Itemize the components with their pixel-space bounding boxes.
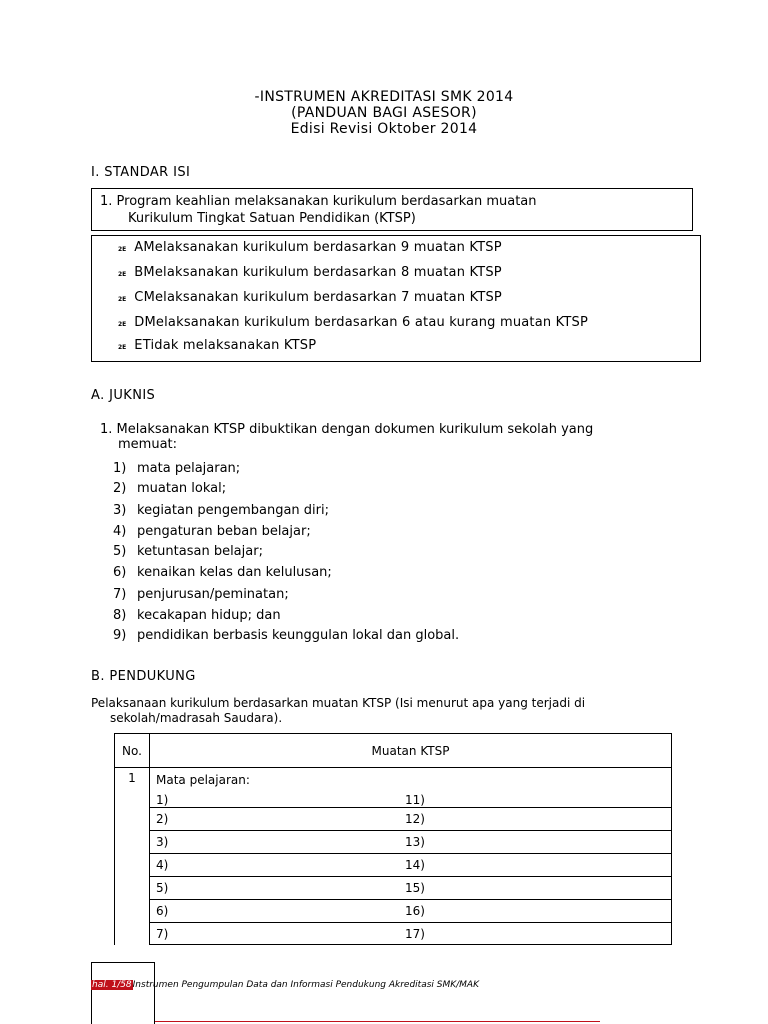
subrow <box>150 831 671 854</box>
question-line2: Kurikulum Tingkat Satuan Pendidikan (KTSP) <box>128 211 416 226</box>
juknis-item-text: pengaturan beban belajar; <box>137 524 311 539</box>
option-bullet-icon: 2E <box>118 321 127 328</box>
option-text: Melaksanakan kurikulum berdasarkan 8 muatan KTSP <box>143 265 502 280</box>
option-c <box>118 290 502 305</box>
doc-title-line2: (PANDUAN BAGI ASESOR) <box>291 105 477 121</box>
footer-red-line <box>155 1021 600 1022</box>
subrow-left-number: 2) <box>156 812 169 826</box>
subrow-left-number: 1) <box>156 793 169 807</box>
subrow-right-number: 13) <box>405 835 425 849</box>
option-text: Tidak melaksanakan KTSP <box>142 338 317 353</box>
juknis-item-number: 4) <box>113 524 127 539</box>
subrow <box>150 877 671 900</box>
subrow <box>150 900 671 923</box>
footer <box>91 972 479 991</box>
option-text: Melaksanakan kurikulum berdasarkan 7 muatan KTSP <box>143 290 502 305</box>
doc-title-line1: -INSTRUMEN AKREDITASI SMK 2014 <box>254 89 514 105</box>
section-standar-isi-heading: I. STANDAR ISI <box>91 165 191 180</box>
subrow-left-number: 5) <box>156 881 169 895</box>
subrow-right-number: 12) <box>405 812 425 826</box>
footer-top-rule <box>91 962 155 963</box>
option-letter: E <box>134 338 143 353</box>
subrow-left-number: 6) <box>156 904 169 918</box>
subrow-right-number: 15) <box>405 881 425 895</box>
juknis-item-text: kegiatan pengembangan diri; <box>137 503 329 518</box>
option-letter: A <box>134 240 144 255</box>
footer-page-badge: hal. 1/58 <box>92 980 132 990</box>
row-label: Mata pelajaran: <box>156 773 250 787</box>
juknis-item-number: 2) <box>113 481 127 496</box>
pendukung-intro-line2: sekolah/madrasah Saudara). <box>110 711 283 725</box>
juknis-item-number: 9) <box>113 628 127 643</box>
option-letter: C <box>134 290 144 305</box>
subrow <box>150 808 671 831</box>
footer-text: Instrumen Pengumpulan Data dan Informasi Pendukung Akreditasi SMK/MAK <box>132 980 479 990</box>
row-number: 1 <box>115 768 150 945</box>
subrow-left-number: 3) <box>156 835 169 849</box>
juknis-intro-line2: memuat: <box>118 437 178 452</box>
juknis-item-number: 8) <box>113 608 127 623</box>
col-no-header: No. <box>115 734 150 768</box>
option-e <box>118 338 316 353</box>
row-content <box>150 768 672 945</box>
subrow <box>150 789 671 808</box>
juknis-item-text: kecakapan hidup; dan <box>137 608 281 623</box>
option-d <box>118 315 588 330</box>
option-bullet-icon: 2E <box>118 296 127 303</box>
subrow-right-number: 17) <box>405 927 425 941</box>
juknis-item-number: 3) <box>113 503 127 518</box>
juknis-item-number: 5) <box>113 544 127 559</box>
option-letter: D <box>134 315 145 330</box>
juknis-item-text: ketuntasan belajar; <box>137 544 263 559</box>
juknis-item-text: kenaikan kelas dan kelulusan; <box>137 565 332 580</box>
table-header-row <box>115 734 672 768</box>
subrow-right-number: 16) <box>405 904 425 918</box>
subrow-right-number: 11) <box>405 793 425 807</box>
juknis-item-number: 6) <box>113 565 127 580</box>
doc-title-line3: Edisi Revisi Oktober 2014 <box>290 121 478 137</box>
section-pendukung-heading: B. PENDUKUNG <box>91 669 196 684</box>
subrow <box>150 923 671 944</box>
option-a <box>118 240 502 255</box>
option-text: Melaksanakan kurikulum berdasarkan 6 atau kurang muatan KTSP <box>144 315 589 330</box>
pendukung-intro-line1: Pelaksanaan kurikulum berdasarkan muatan KTSP (Isi menurut apa yang terjadi di <box>91 696 586 710</box>
subrows <box>150 789 671 944</box>
options-box <box>91 235 701 362</box>
section-juknis-heading: A. JUKNIS <box>91 388 156 403</box>
table-row <box>115 768 672 945</box>
juknis-item-text: pendidikan berbasis keunggulan lokal dan global. <box>137 628 460 643</box>
muatan-table <box>114 733 672 945</box>
question-box <box>91 188 693 231</box>
juknis-item-number: 7) <box>113 587 127 602</box>
question-line1: 1. Program keahlian melaksanakan kurikulum berdasarkan muatan <box>100 194 537 209</box>
option-b <box>118 265 502 280</box>
juknis-item-number: 1) <box>113 461 127 476</box>
option-bullet-icon: 2E <box>118 246 127 253</box>
juknis-item-text: muatan lokal; <box>137 481 227 496</box>
option-bullet-icon: 2E <box>118 344 127 351</box>
option-bullet-icon: 2E <box>118 271 127 278</box>
juknis-item-text: penjurusan/peminatan; <box>137 587 289 602</box>
juknis-intro-line1: 1. Melaksanakan KTSP dibuktikan dengan dokumen kurikulum sekolah yang <box>100 422 594 437</box>
option-letter: B <box>134 265 144 280</box>
juknis-item-text: mata pelajaran; <box>137 461 241 476</box>
subrow <box>150 854 671 877</box>
col-muatan-header: Muatan KTSP <box>150 734 672 768</box>
subrow-right-number: 14) <box>405 858 425 872</box>
subrow-left-number: 4) <box>156 858 169 872</box>
subrow-left-number: 7) <box>156 927 169 941</box>
option-text: Melaksanakan kurikulum berdasarkan 9 muatan KTSP <box>143 240 502 255</box>
